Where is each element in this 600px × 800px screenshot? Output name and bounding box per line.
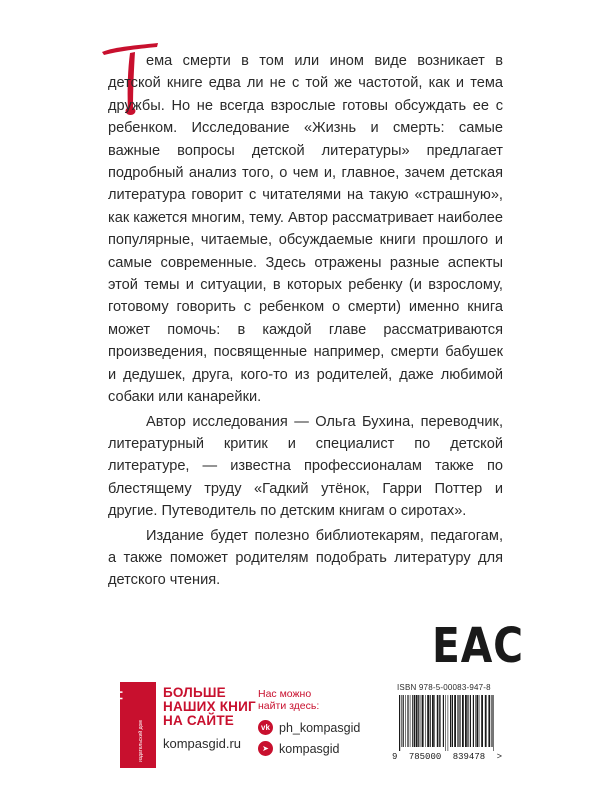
barcode-bar (410, 695, 411, 747)
barcode-bar (460, 695, 461, 747)
publisher-logo-subtitle: издательский дом (138, 720, 144, 762)
barcode-bar (462, 695, 464, 747)
barcode-bar (473, 695, 474, 747)
social-item-vk[interactable] (258, 720, 378, 735)
barcode-bar (457, 695, 458, 747)
barcode-bar (470, 695, 471, 747)
barcode-bar (439, 695, 440, 747)
barcode-bar (422, 695, 424, 747)
barcode-bar (401, 695, 402, 747)
barcode-bar (485, 695, 487, 747)
barcode-bar (421, 695, 422, 747)
social-links (258, 688, 378, 756)
barcode-bar (448, 695, 449, 751)
isbn: ISBN 978-5-00083-947-8 (397, 683, 491, 692)
barcode-bar (412, 695, 413, 747)
barcode-bar (476, 695, 478, 747)
barcode-bar (454, 695, 456, 747)
barcode-bar (403, 695, 404, 747)
telegram-handle: kompasgid (279, 741, 340, 756)
barcode-bar (465, 695, 467, 747)
barcode (397, 695, 497, 751)
barcode-bar (440, 695, 441, 747)
social-item-telegram[interactable] (258, 741, 378, 756)
barcode-bar (399, 695, 400, 751)
website-promo (163, 686, 263, 751)
barcode-bar (467, 695, 468, 747)
paragraph-3: Издание будет полезно библиотекарям, педагогам, а также поможет родителям подобрать литературу для детского чтения. (108, 527, 503, 589)
barcode-bar (416, 695, 418, 747)
barcode-digits (392, 752, 502, 762)
barcode-bar (434, 695, 435, 747)
barcode-bar (437, 695, 438, 747)
social-label: Нас можно найти здесь: (258, 688, 320, 712)
barcode-bar (452, 695, 453, 747)
barcode-bar (418, 695, 419, 747)
barcode-digit-group: 9 (392, 752, 398, 762)
telegram-icon: ➤ (258, 741, 273, 756)
barcode-bar (432, 695, 434, 747)
vk-handle: ph_kompasgid (279, 720, 361, 735)
paragraph-1: ема смерти в том или ином виде возникает в детской книге едва ли не с той же частотой, как и тема дружбы. Но не всегда взрослые готовы обсуждать ее с ребенком. Исследование «Жизнь и смерть: самые важные вопросы детской литературы» предлагает подробный анализ того, о чем и, главное, зачем детская литература говорит с читателями на такую «страшную», как кажется многим, тему. Автор рассматривает наиболее популярные, читаемые, обсуждаемые книги прошлого и самые современные. Здесь отражены разные аспекты этой темы и ситуации, в которых ребенку (и взрослому, готовому говорить с ребенком о смерти) именно книга может помочь: в каждой главе рассматриваются произведения, посвященные например, смерти бабушек и дедушек, друга, кого-то из родителей, даже любимой собаки или канарейки. (108, 53, 503, 406)
barcode-digit-group: 839478 (452, 752, 486, 762)
barcode-bar (414, 695, 415, 747)
website-link[interactable]: kompasgid.ru (163, 736, 242, 751)
barcode-digit-group: 785000 (408, 752, 442, 762)
barcode-bar (493, 695, 494, 751)
barcode-bar (488, 695, 490, 747)
promo-title: БОЛЬШЕ НАШИХ КНИГ НА САЙТЕ (163, 685, 256, 728)
barcode-bar (407, 695, 408, 747)
barcode-bar (405, 695, 406, 747)
barcode-bar (425, 695, 426, 747)
barcode-digit-group: > (496, 752, 502, 762)
publisher-logo (108, 682, 156, 768)
barcode-bar (443, 695, 444, 747)
barcode-bar (427, 695, 429, 747)
publisher-logo-name: КомпасГид (108, 691, 123, 762)
barcode-bar (475, 695, 476, 747)
barcode-bar (491, 695, 492, 747)
barcode-bar (458, 695, 459, 747)
vk-icon: vk (258, 720, 273, 735)
paragraph-2: Автор исследования — Ольга Бухина, переводчик, литературный критик и специалист по детской литературе, — известна профессионалам также по блестящему труду «Гадкий утёнок, Гарри Поттер и другие. Путеводитель по детским книгам о сиротах». (108, 413, 503, 520)
barcode-bar (479, 695, 480, 747)
barcode-bar (450, 695, 451, 747)
body-text (108, 50, 503, 592)
barcode-bar (430, 695, 431, 747)
barcode-bar (481, 695, 483, 747)
eac-certification-mark: ЕАС (432, 618, 524, 674)
barcode-bar (445, 695, 446, 751)
publisher-footer (0, 670, 600, 790)
